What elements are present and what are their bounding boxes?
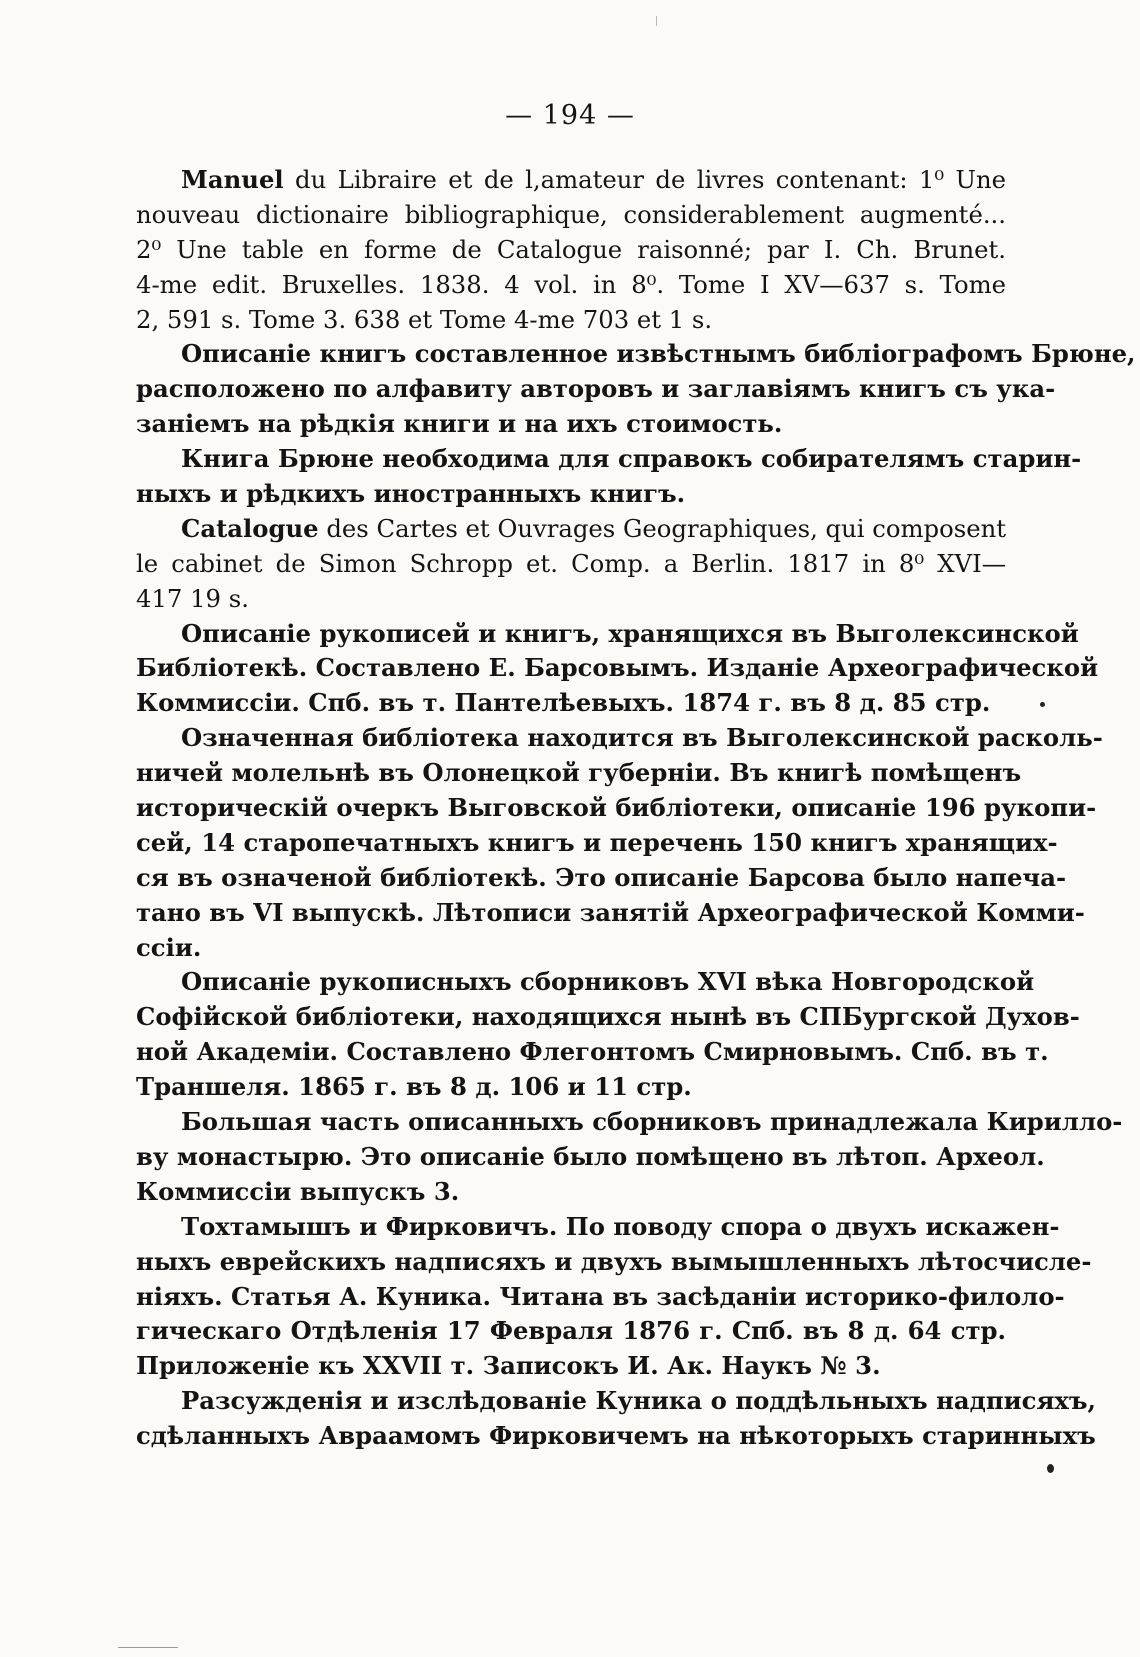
text-line: 2, 591 s. Tome 3. 638 et Tome 4-me 703 et 1 s. <box>136 304 713 334</box>
text-line: le cabinet de Simon Schropp et. Comp. a Berlin. 1817 in 8⁰ XVI— <box>136 548 1006 578</box>
entry-title: Catalogue <box>181 513 319 543</box>
text-line: Большая часть описанныхъ сборниковъ принадлежала Кирилло- <box>181 1107 1123 1137</box>
text-line: расположено по алфавиту авторовъ и заглавіямъ книгъ съ ука- <box>136 374 1056 404</box>
text-line: ничей молельнѣ въ Олонецкой губерніи. Въ книгѣ помѣщенъ <box>136 758 1022 788</box>
text-line: Разсужденія и изслѣдованіе Куника о поддѣльныхъ надписяхъ, <box>181 1386 1096 1416</box>
paper-mark <box>656 16 657 26</box>
text-line: Приложеніе къ XXVII т. Записокъ И. Ак. Наукъ № 3. <box>136 1351 881 1381</box>
margin-speck <box>1040 702 1045 707</box>
footer-rule <box>118 1647 178 1648</box>
text-line: Описаніе книгъ составленное извѣстнымъ библіографомъ Брюне, <box>181 339 1136 369</box>
text-line: заніемъ на рѣдкія книги и на ихъ стоимость. <box>136 409 783 439</box>
text-line: Catalogue des Cartes et Ouvrages Geographiques, qui composent <box>181 513 1006 543</box>
text-line: 2⁰ Une table en forme de Catalogue raisonné; par I. Ch. Brunet. <box>136 234 1006 264</box>
text-line: ныхъ еврейскихъ надписяхъ и двухъ вымышленныхъ лѣтосчисле- <box>136 1246 1092 1276</box>
text-line: Означенная библіотека находится въ Выголексинской расколь- <box>181 723 1103 753</box>
text-line: сей, 14 старопечатныхъ книгъ и перечень 150 книгъ хранящих- <box>136 827 1058 857</box>
text-line: Тохтамышъ и Фирковичъ. По поводу спора о двухъ искажен- <box>181 1211 1060 1241</box>
text-line: ся въ означеной библіотекѣ. Это описаніе Барсова было напеча- <box>136 862 1067 892</box>
text-line: Траншеля. 1865 г. въ 8 д. 106 и 11 стр. <box>136 1072 692 1102</box>
text-line: Библіотекѣ. Составлено Е. Барсовымъ. Изданіе Археографической <box>136 653 1099 683</box>
text-line: тано въ VI выпускѣ. Лѣтописи занятій Археографической Комми- <box>136 897 1085 927</box>
text-line: историческій очеркъ Выговской библіотеки, описаніе 196 рукопи- <box>136 793 1097 823</box>
text-line: Софійской библіотеки, находящихся нынѣ въ СПБургской Духов- <box>136 1002 1080 1032</box>
text-line: Книга Брюне необходима для справокъ собирателямъ старин- <box>181 444 1082 474</box>
text-line: Описаніе рукописей и книгъ, хранящихся въ Выголексинской <box>181 618 1079 648</box>
text-line: Описаніе рукописныхъ сборниковъ XVI вѣка Новгородской <box>181 967 1035 997</box>
body-text <box>136 163 1136 1454</box>
text-line: ссіи. <box>136 932 202 962</box>
text-line: Коммиссіи выпускъ 3. <box>136 1176 460 1206</box>
entry-title: Manuel <box>181 165 284 194</box>
text-line: гическаго Отдѣленія 17 Февраля 1876 г. Спб. въ 8 д. 64 стр. <box>136 1316 1006 1346</box>
text-line: nouveau dictionaire bibliographique, considerablement augmenté... <box>136 199 1006 229</box>
margin-speck <box>1047 1464 1054 1473</box>
text-line: Manuel du Libraire et de l,amateur de livres contenant: 1⁰ Une <box>181 165 1006 194</box>
text-line: ной Академіи. Составлено Флегонтомъ Смирновымъ. Спб. въ т. <box>136 1037 1049 1067</box>
text-line: ву монастырю. Это описаніе было помѣщено въ лѣтоп. Археол. <box>136 1141 1045 1171</box>
text-line: 417 19 s. <box>136 583 249 613</box>
page-number: — 194 — <box>505 100 635 131</box>
text-line: 4-me edit. Bruxelles. 1838. 4 vol. in 8⁰. Tome I XV—637 s. Tome <box>136 269 1006 299</box>
text-line: сдѣланныхъ Авраамомъ Фирковичемъ на нѣкоторыхъ старинныхъ <box>136 1421 1096 1451</box>
text-line: Коммиссіи. Спб. въ т. Пантелѣевыхъ. 1874 г. въ 8 д. 85 стр. <box>136 688 991 718</box>
text-line: ніяхъ. Статья А. Куника. Читана въ засѣданіи историко-филоло- <box>136 1281 1065 1311</box>
text-line: ныхъ и рѣдкихъ иностранныхъ книгъ. <box>136 479 686 509</box>
